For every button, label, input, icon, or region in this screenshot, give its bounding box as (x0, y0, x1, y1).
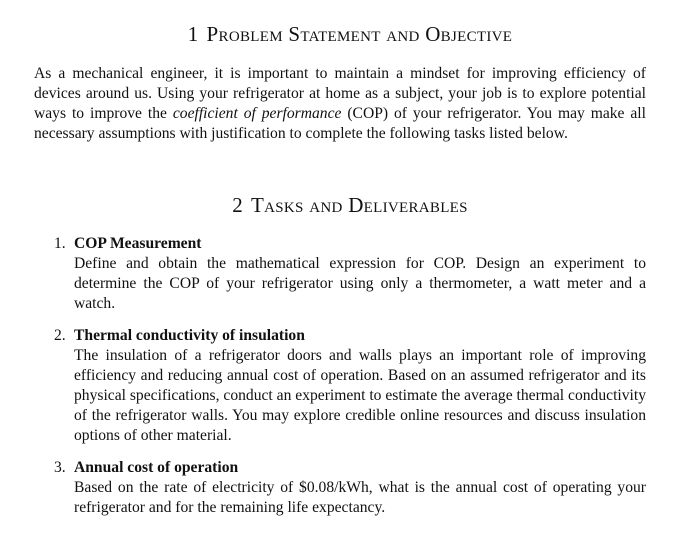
section-title-text: Tasks and Deliverables (251, 193, 468, 217)
section-heading-problem-statement (0, 22, 700, 46)
section-heading-tasks (0, 193, 700, 217)
section-number: 2 (232, 193, 244, 217)
task-description: Based on the rate of electricity of $0.08/kWh, what is the annual cost of operating your refrigerator and for the remaining life expectancy. (74, 479, 646, 516)
task-description: Define and obtain the mathematical expression for COP. Design an experiment to determine the COP of your refrigerator using only a thermometer, a watt meter and a watch. (74, 255, 646, 312)
section-title-text: Problem Statement and Objective (206, 22, 513, 46)
intro-emphasis: coefficient of performance (172, 105, 342, 122)
task-number: 1. (54, 235, 66, 252)
task-heading: Thermal conductivity of insulation (74, 327, 305, 344)
task-heading: COP Measurement (74, 235, 202, 252)
task-body (74, 234, 646, 314)
task-body (74, 458, 646, 518)
task-body (74, 326, 646, 446)
intro-paragraph (34, 64, 646, 144)
task-number: 2. (54, 327, 66, 344)
task-heading: Annual cost of operation (74, 459, 239, 476)
intro-text-start: As a mechanical engineer, it is important to maintain a mindset for improving efficiency of devices around us. Using your refrigerator at home as a subject, your job is to explore potential ways to improve the (34, 65, 646, 122)
section-number: 1 (187, 22, 199, 46)
intro-text-end: (COP) of your refrigerator. You may make all necessary assumptions with justification to complete the following tasks listed below. (34, 105, 646, 142)
task-number: 3. (54, 459, 66, 476)
task-description: The insulation of a refrigerator doors and walls plays an important role of improving efficiency and reducing annual cost of operation. Based on an assumed refrigerator and its physical specifications, conduct an experiment to estimate the average thermal conductivity of the refrigerator walls. You may explore credible online resources and discuss insulation options of other material. (74, 347, 646, 444)
